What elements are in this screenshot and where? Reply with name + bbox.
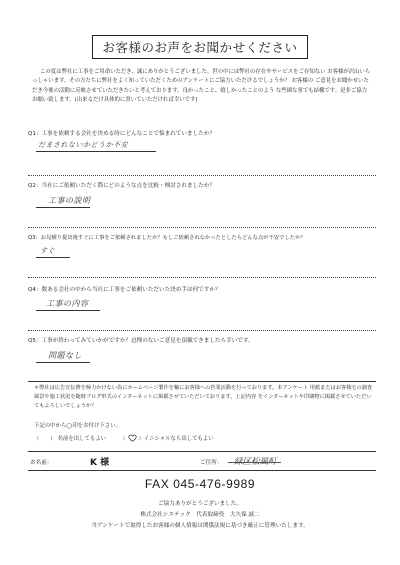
choose-prompt: 下記の中から◯印をお付け下さい。	[34, 423, 121, 429]
q5-separator	[28, 381, 376, 382]
answer-5: 問題なし	[48, 351, 82, 360]
question-4: Q4：数ある会社の中から当社に工事をご依頼いただいた決め手は何ですか？	[28, 287, 221, 293]
option-full-name-paren: （ ）	[34, 436, 56, 442]
address-value: 緑区松風町	[234, 457, 277, 467]
q1-separator	[28, 175, 376, 176]
company-name: 株式会社シエテック 代表取締役 大久保 誠二	[140, 512, 260, 518]
question-3: Q3：お見積り提出後すぐに工事をご依頼されましたか？もしご依頼されなかったとしたらどんな点が不安でしたか？	[28, 235, 306, 241]
answer-2-underline	[36, 207, 90, 208]
question-1: Q1：工事を依頼する会社を決める時にどんなことで悩まれていましたか？	[28, 131, 215, 137]
option-full-name[interactable]	[34, 434, 106, 442]
option-initials-label: ）イニシャルなら出してもよい	[138, 436, 214, 442]
answer-5-underline	[36, 362, 90, 363]
answer-1: だまされないかどうか不安	[38, 141, 128, 149]
answer-3-underline	[36, 257, 70, 258]
option-full-name-label: 名前を出してもよい	[57, 436, 107, 442]
page-title: お客様のお声をお聞かせください	[92, 35, 308, 59]
thanks-text: ご協力ありがとうございました。	[158, 501, 242, 507]
question-2: Q2：当社にご依頼いただく際にどのような点を比較・検討されましたか？	[28, 183, 215, 189]
answer-4-underline	[36, 310, 100, 311]
customer-info-row	[28, 451, 376, 471]
answer-3: すぐ	[40, 247, 55, 255]
privacy-notice: 当アンケートで取得したお客様の個人情報は関係法規に基づき厳正に管理いたします。	[91, 523, 309, 529]
answer-4: 工事の内容	[46, 299, 89, 308]
consent-options	[34, 434, 214, 442]
question-5: Q5：工事が終わってみていかがですか？忌憚のないご意見を頂戴できましたら幸いです。	[28, 338, 254, 344]
address-label: ご住所：	[200, 460, 223, 466]
fax-number: FAX 045-476-9989	[144, 477, 256, 491]
option-initials[interactable]	[120, 434, 214, 442]
name-label: お名前：	[30, 460, 53, 466]
intro-text: この度は弊社に工事をご用命いただき、誠にありがとうございました。世の中には弊社の存在やサービスをご存知ない お客様が沢山いらっしゃいます。その方たちに弊社をよく知っていただくためのアンケートにご協力いただけるでしょうか？ お客様の ご意見をお聞かせいただき今後の活動に反映させていただきたいと考えております。良かったこと、嬉しかったことのよう な些細な事でも結構です。是非ご協力お願い致します。(出来るだけ具体的に書いていただければ幸いです)	[32, 69, 371, 104]
answer-2: 工事の説明	[48, 196, 91, 205]
name-value: K 様	[90, 458, 110, 468]
answer-1-underline	[36, 151, 156, 152]
q3-separator	[28, 277, 376, 278]
q4-separator	[28, 330, 376, 331]
q2-separator	[28, 227, 376, 228]
publication-note: ＊弊社は広告宣伝費を極力かけない為にホームページ製作を軸にお客様への営業活動を行っております。本アンケート 用紙またはお客様宅の調査風景や施工状況を随時ブログ形式のインターネットに掲載させていただいております。上記内容 をインターネットや印刷物に掲載させていただいてもよろしいでしょうか？	[34, 385, 373, 410]
heart-mark-icon	[128, 434, 137, 442]
option-initials-paren: （	[120, 436, 126, 442]
